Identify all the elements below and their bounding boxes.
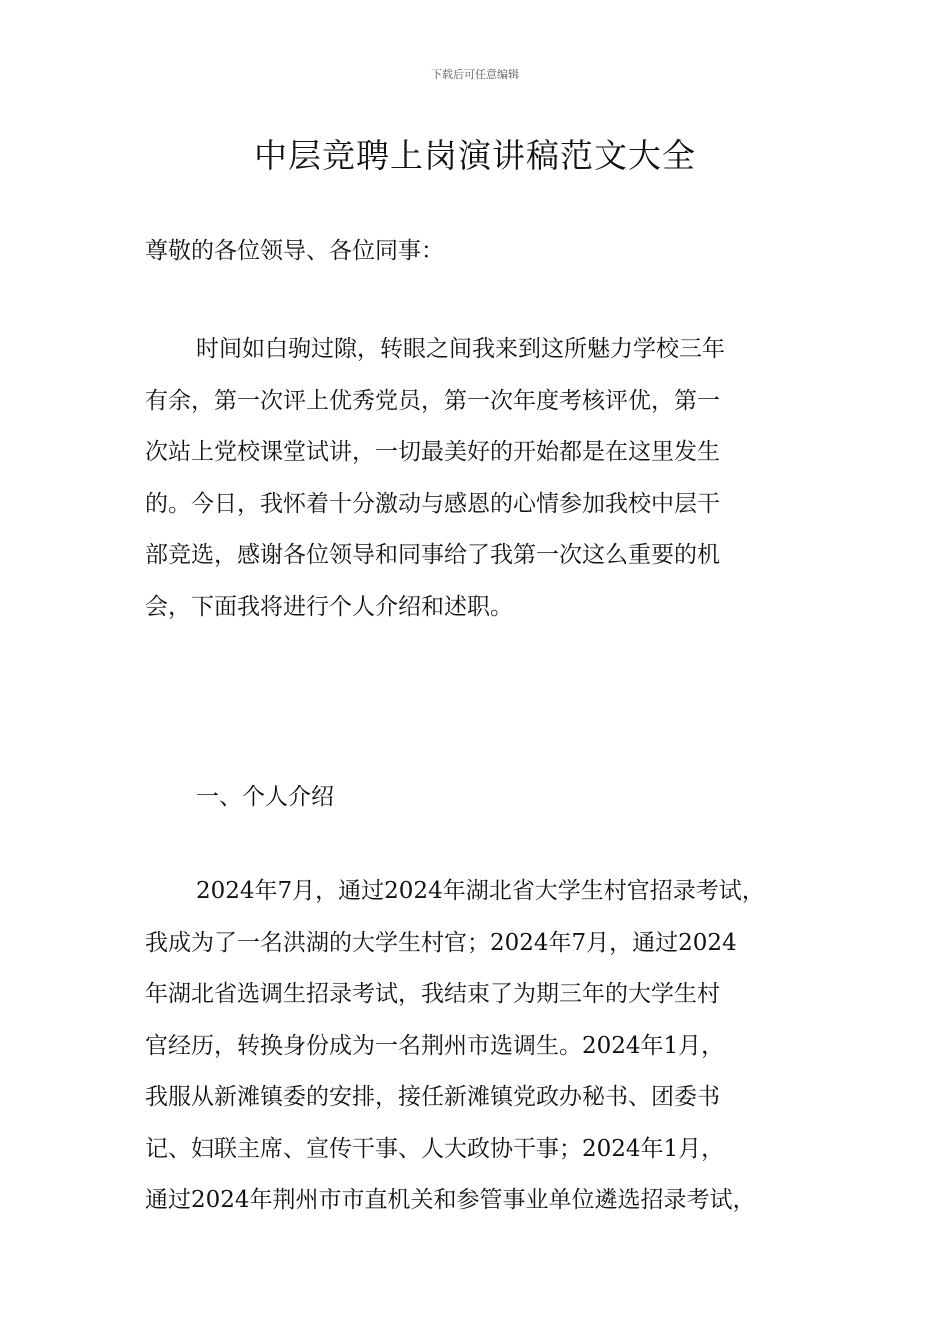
paragraph-intro xyxy=(145,324,835,633)
section-heading: 一、个人介绍 xyxy=(196,784,334,810)
header-note: 下载后可任意编辑 xyxy=(431,68,519,81)
paragraph-line: 2024年7月，通过2024年湖北省大学生村官招录考试， xyxy=(196,878,765,904)
paragraph-line: 部竞选，感谢各位领导和同事给了我第一次这么重要的机 xyxy=(145,542,720,568)
salutation: 尊敬的各位领导、各位同事： xyxy=(145,238,444,264)
paragraph-line: 次站上党校课堂试讲，一切最美好的开始都是在这里发生 xyxy=(145,439,720,465)
paragraph-line: 的。今日，我怀着十分激动与感恩的心情参加我校中层干 xyxy=(145,490,720,517)
paragraph-line: 官经历，转换身份成为一名荆州市选调生。2024年1月， xyxy=(145,1032,725,1059)
paragraph-line: 有余，第一次评上优秀党员，第一次年度考核评优，第一 xyxy=(145,387,720,414)
paragraph-line: 我服从新滩镇委的安排，接任新滩镇党政办秘书、团委书 xyxy=(145,1084,720,1110)
paragraph-line: 年湖北省选调生招录考试，我结束了为期三年的大学生村 xyxy=(145,981,720,1007)
paragraph-line: 会，下面我将进行个人介绍和述职。 xyxy=(145,593,513,620)
paragraph-line: 记、妇联主席、宣传干事、人大政协干事；2024年1月， xyxy=(145,1135,725,1162)
document-title: 中层竞聘上岗演讲稿范文大全 xyxy=(254,136,696,175)
paragraph-line: 时间如白驹过隙，转眼之间我来到这所魅力学校三年 xyxy=(196,336,725,362)
paragraph-line: 我成为了一名洪湖的大学生村官；2024年7月，通过2024 xyxy=(145,929,737,956)
paragraph-personal-intro xyxy=(145,866,835,1227)
paragraph-line: 通过2024年荆州市市直机关和参管事业单位遴选招录考试， xyxy=(145,1187,756,1213)
